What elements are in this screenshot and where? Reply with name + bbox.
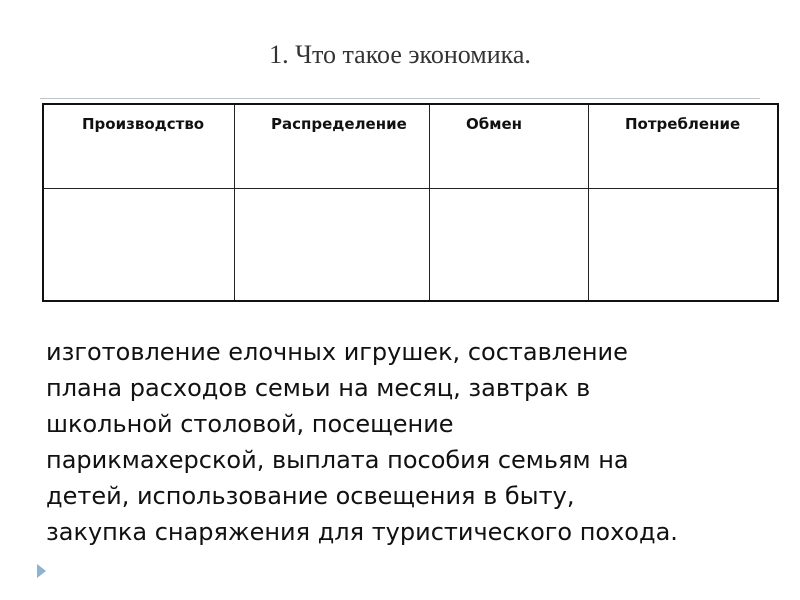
economy-activity-table: [42, 103, 779, 302]
triangle-right-icon: [37, 564, 46, 578]
task-examples-text: изготовление елочных игрушек, составление плана расходов семьи на месяц, завтрак в школьной столовой, посещение парикмахерской, выплата пособия семьям на детей, использование освещения в быту, закупка снаряжения для туристического похода.: [46, 338, 678, 546]
economy-table-container: [42, 103, 779, 302]
header-cell-consumption[interactable]: [589, 104, 779, 189]
header-cell-distribution[interactable]: [235, 104, 430, 189]
header-label-consumption: Потребление: [625, 115, 741, 133]
header-cell-exchange[interactable]: [430, 104, 589, 189]
header-label-distribution: Распределение: [271, 115, 407, 133]
slide-title: 1. Что такое экономика.: [269, 40, 531, 69]
table-row: [43, 189, 778, 302]
answer-cell-exchange[interactable]: [430, 189, 589, 302]
answer-cell-production[interactable]: [43, 189, 235, 302]
header-label-exchange: Обмен: [466, 115, 523, 133]
answer-cell-consumption[interactable]: [589, 189, 779, 302]
header-label-production: Производство: [82, 115, 205, 133]
title-divider: [40, 98, 760, 99]
header-cell-production[interactable]: [43, 104, 235, 189]
table-header-row: [43, 104, 778, 189]
answer-cell-distribution[interactable]: [235, 189, 430, 302]
